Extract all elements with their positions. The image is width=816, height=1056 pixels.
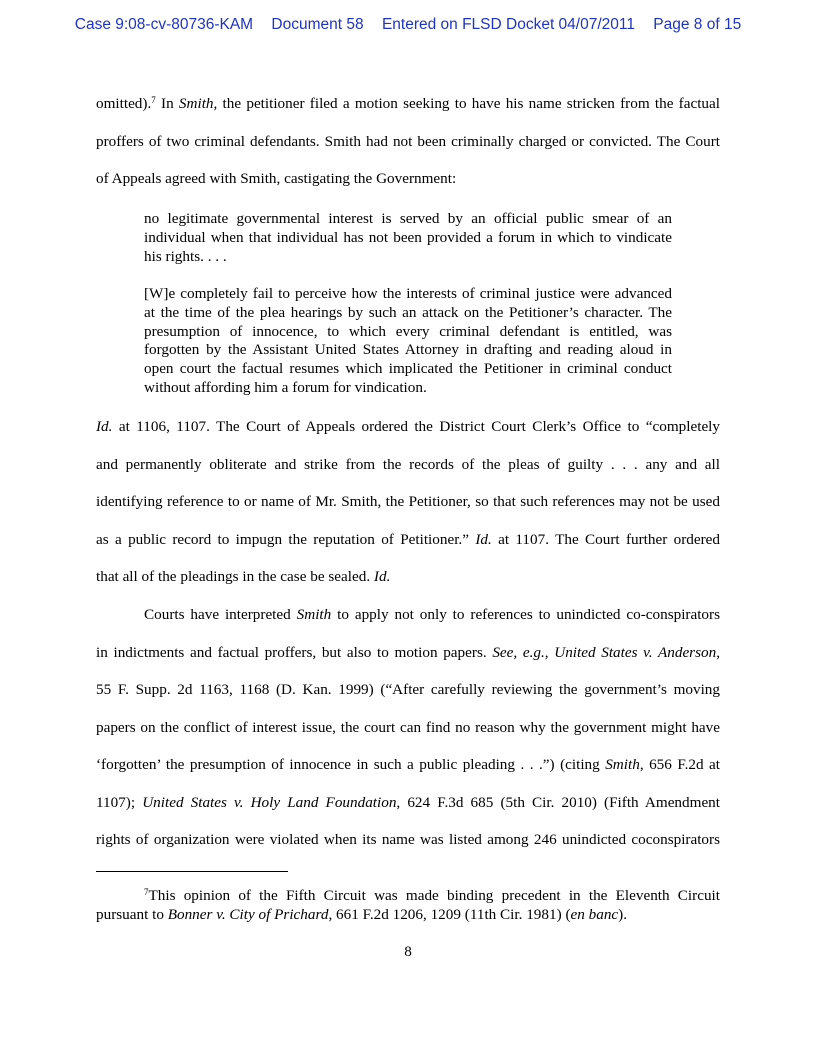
para1-line1: omitted).$^7$ In Smith, the petitioner filed a motion seeking to have his name stricken from the factual xyxy=(96,95,720,112)
para2-line3: identifying reference to or name of Mr. Smith, the Petitioner, so that such references may not be used xyxy=(96,493,720,510)
quote1-line2: individual when that individual has not been provided a forum in which to vindicate xyxy=(144,228,672,246)
quote2-line2: at the time of the plea hearings by such an attack on the Petitioner’s character. The xyxy=(144,303,672,321)
footnote-line1: $^7$This opinion of the Fifth Circuit was made binding precedent in the Eleventh Circuit xyxy=(144,887,720,904)
para2-line4: as a public record to impugn the reputation of Petitioner.” Id. at 1107. The Court further ordered xyxy=(96,531,721,548)
para3-line2: in indictments and factual proffers, but also to motion papers. See, e.g., United States v. Anderson, xyxy=(96,644,720,661)
para2-line1: Id. at 1106, 1107. The Court of Appeals ordered the District Court Clerk’s Office to “completely xyxy=(96,418,720,435)
para2-line5: that all of the pleadings in the case be sealed. Id. xyxy=(96,568,391,585)
header-case-number: Case 9:08-cv-80736-KAM xyxy=(74,16,254,33)
quote2-line3: presumption of innocence, to which every criminal defendant is entitled, was xyxy=(144,322,672,340)
block-quote-1 xyxy=(144,210,672,266)
footnote-separator xyxy=(96,871,288,872)
para3-line3: 55 F. Supp. 2d 1163, 1168 (D. Kan. 1999) (“After carefully reviewing the government’s moving xyxy=(96,681,720,698)
page-number: 8 xyxy=(404,943,412,960)
header-page-count: Page 8 of 15 xyxy=(653,16,742,33)
quote1-line1: no legitimate governmental interest is served by an official public smear of an xyxy=(144,210,672,227)
quote1-line3: his rights. . . . xyxy=(144,247,227,265)
para1-line3: of Appeals agreed with Smith, castigating the Government: xyxy=(96,170,457,187)
footnote-number: 7 xyxy=(144,887,149,897)
para3-line5: ‘forgotten’ the presumption of innocence in such a public pleading . . .”) (citing Smith, 656 F.2d at xyxy=(96,756,720,773)
footnote-ref-7: 7 xyxy=(151,95,156,105)
header-document-number: Document 58 xyxy=(271,16,364,33)
footnote-line2: pursuant to Bonner v. City of Prichard, 661 F.2d 1206, 1209 (11th Cir. 1981) (en banc). xyxy=(96,906,628,923)
docket-header xyxy=(0,16,816,34)
header-entered-date: Entered on FLSD Docket 04/07/2011 xyxy=(381,16,635,33)
quote2-line6: without affording him a forum for vindication. xyxy=(144,378,427,396)
footnote-7 xyxy=(96,886,720,924)
para3-line7: rights of organization were violated when its name was listed among 246 unindicted coconspirators xyxy=(96,831,720,848)
quote2-line4: forgotten by the Assistant United States Attorney in drafting and reading aloud in xyxy=(144,341,672,359)
para2-line2: and permanently obliterate and strike from the records of the pleas of guilty . . . any and all xyxy=(96,456,720,473)
block-quote-2 xyxy=(144,285,672,398)
para3-line4: papers on the conflict of interest issue, the court can find no reason why the government might have xyxy=(96,719,720,736)
para3-line1: Courts have interpreted Smith to apply not only to references to unindicted co-conspirators xyxy=(144,606,720,623)
quote2-line1: [W]e completely fail to perceive how the interests of criminal justice were advanced xyxy=(144,285,672,302)
para1-line2: proffers of two criminal defendants. Smith had not been criminally charged or convicted. The Court xyxy=(96,133,720,150)
para3-line6: 1107); United States v. Holy Land Foundation, 624 F.3d 685 (5th Cir. 2010) (Fifth Amendment xyxy=(96,794,720,811)
quote2-line5: open court the factual resumes which implicated the Petitioner in criminal conduct xyxy=(144,360,672,378)
